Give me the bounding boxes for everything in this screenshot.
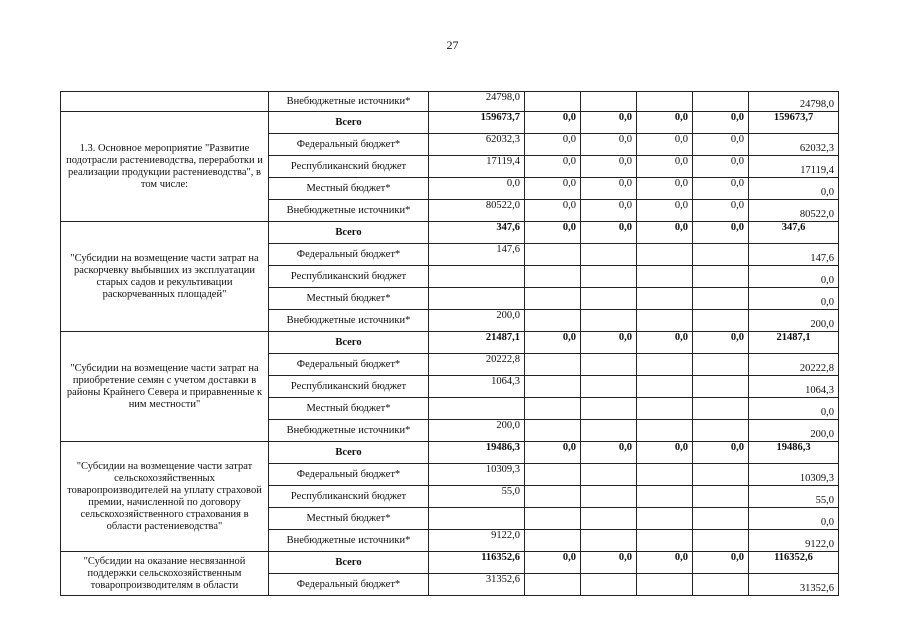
year-3-cell: 0,0 <box>637 134 693 156</box>
funding-source-cell: Всего <box>269 332 429 354</box>
sum-cell: 24798,0 <box>749 92 839 112</box>
funding-source-cell: Внебюджетные источники* <box>269 200 429 222</box>
sum-cell: 9122,0 <box>749 530 839 552</box>
total-cell: 10309,3 <box>429 464 525 486</box>
year-1-cell <box>525 398 581 420</box>
year-3-cell: 0,0 <box>637 552 693 574</box>
sum-cell: 0,0 <box>749 266 839 288</box>
sum-cell: 55,0 <box>749 486 839 508</box>
year-3-cell <box>637 310 693 332</box>
sum-cell: 0,0 <box>749 288 839 310</box>
year-1-cell <box>525 508 581 530</box>
measure-description: "Субсидии на возмещение части затрат на раскорчевку выбывших из эксплуатации старых садов и рекультивации раскорчеванных площадей" <box>61 222 269 332</box>
measure-description: "Субсидии на возмещение части затрат сельскохозяйственных товаропроизводителей на уплату страховой премии, начисленной по договору сельскохозяйственного страхования в области растениеводства" <box>61 442 269 552</box>
sum-cell: 1064,3 <box>749 376 839 398</box>
year-2-cell: 0,0 <box>581 552 637 574</box>
total-cell: 200,0 <box>429 420 525 442</box>
year-2-cell <box>581 376 637 398</box>
sum-cell: 17119,4 <box>749 156 839 178</box>
total-cell: 9122,0 <box>429 530 525 552</box>
year-4-cell <box>693 420 749 442</box>
year-4-cell <box>693 354 749 376</box>
sum-cell: 347,6 <box>749 222 839 244</box>
funding-source-cell: Местный бюджет* <box>269 178 429 200</box>
year-2-cell <box>581 288 637 310</box>
year-2-cell <box>581 420 637 442</box>
sum-cell: 21487,1 <box>749 332 839 354</box>
year-1-cell <box>525 376 581 398</box>
total-cell: 55,0 <box>429 486 525 508</box>
total-cell: 159673,7 <box>429 112 525 134</box>
year-1-cell: 0,0 <box>525 134 581 156</box>
funding-source-cell: Всего <box>269 222 429 244</box>
funding-source-cell: Внебюджетные источники* <box>269 420 429 442</box>
year-4-cell <box>693 530 749 552</box>
year-1-cell <box>525 530 581 552</box>
year-4-cell <box>693 244 749 266</box>
total-cell: 147,6 <box>429 244 525 266</box>
table-row <box>61 442 839 464</box>
year-4-cell: 0,0 <box>693 442 749 464</box>
year-1-cell <box>525 92 581 112</box>
year-3-cell <box>637 92 693 112</box>
funding-source-cell: Местный бюджет* <box>269 398 429 420</box>
year-4-cell <box>693 398 749 420</box>
funding-source-cell: Федеральный бюджет* <box>269 464 429 486</box>
year-4-cell <box>693 508 749 530</box>
total-cell: 116352,6 <box>429 552 525 574</box>
funding-source-cell: Внебюджетные источники* <box>269 310 429 332</box>
sum-cell: 0,0 <box>749 398 839 420</box>
year-2-cell: 0,0 <box>581 332 637 354</box>
year-4-cell <box>693 266 749 288</box>
year-4-cell <box>693 376 749 398</box>
year-2-cell: 0,0 <box>581 134 637 156</box>
year-1-cell <box>525 288 581 310</box>
year-4-cell: 0,0 <box>693 134 749 156</box>
year-3-cell <box>637 376 693 398</box>
funding-source-cell: Местный бюджет* <box>269 508 429 530</box>
funding-source-cell: Всего <box>269 552 429 574</box>
year-4-cell: 0,0 <box>693 112 749 134</box>
sum-cell: 0,0 <box>749 508 839 530</box>
funding-source-cell: Местный бюджет* <box>269 288 429 310</box>
table-row <box>61 112 839 134</box>
year-4-cell: 0,0 <box>693 552 749 574</box>
page-number: 27 <box>446 38 459 52</box>
total-cell: 200,0 <box>429 310 525 332</box>
year-4-cell: 0,0 <box>693 156 749 178</box>
sum-cell: 159673,7 <box>749 112 839 134</box>
year-1-cell: 0,0 <box>525 222 581 244</box>
total-cell: 80522,0 <box>429 200 525 222</box>
year-1-cell: 0,0 <box>525 332 581 354</box>
year-2-cell: 0,0 <box>581 112 637 134</box>
year-2-cell: 0,0 <box>581 156 637 178</box>
year-1-cell <box>525 244 581 266</box>
year-3-cell <box>637 266 693 288</box>
year-3-cell <box>637 420 693 442</box>
year-3-cell <box>637 530 693 552</box>
year-4-cell: 0,0 <box>693 222 749 244</box>
year-3-cell: 0,0 <box>637 332 693 354</box>
year-2-cell: 0,0 <box>581 222 637 244</box>
year-1-cell: 0,0 <box>525 156 581 178</box>
year-3-cell: 0,0 <box>637 222 693 244</box>
budget-table <box>60 91 839 596</box>
year-3-cell <box>637 464 693 486</box>
total-cell: 17119,4 <box>429 156 525 178</box>
year-1-cell <box>525 486 581 508</box>
sum-cell: 20222,8 <box>749 354 839 376</box>
year-4-cell <box>693 574 749 596</box>
measure-description: 1.3. Основное мероприятие "Развитие подотрасли растениеводства, переработки и реализации продукции растениеводства", в том числе: <box>61 112 269 222</box>
year-3-cell: 0,0 <box>637 178 693 200</box>
funding-source-cell: Республиканский бюджет <box>269 376 429 398</box>
year-3-cell <box>637 288 693 310</box>
total-cell: 19486,3 <box>429 442 525 464</box>
measure-description: "Субсидии на возмещение части затрат на приобретение семян с учетом доставки в районы Крайнего Севера и приравненные к ним местности" <box>61 332 269 442</box>
sum-cell: 200,0 <box>749 310 839 332</box>
year-1-cell: 0,0 <box>525 178 581 200</box>
table-row <box>61 92 839 112</box>
total-cell: 21487,1 <box>429 332 525 354</box>
total-cell: 20222,8 <box>429 354 525 376</box>
year-2-cell <box>581 354 637 376</box>
funding-source-cell: Внебюджетные источники* <box>269 92 429 112</box>
funding-source-cell: Республиканский бюджет <box>269 156 429 178</box>
sum-cell: 31352,6 <box>749 574 839 596</box>
year-2-cell <box>581 310 637 332</box>
table-row <box>61 332 839 354</box>
year-3-cell <box>637 398 693 420</box>
total-cell: 0,0 <box>429 178 525 200</box>
year-1-cell <box>525 574 581 596</box>
measure-description: "Субсидии на оказание несвязанной поддержки сельскохозяйственным товаропроизводителям в области <box>61 552 269 596</box>
total-cell <box>429 266 525 288</box>
year-1-cell <box>525 310 581 332</box>
sum-cell: 116352,6 <box>749 552 839 574</box>
total-cell: 1064,3 <box>429 376 525 398</box>
measure-description <box>61 92 269 112</box>
year-4-cell: 0,0 <box>693 332 749 354</box>
year-4-cell <box>693 288 749 310</box>
year-3-cell: 0,0 <box>637 156 693 178</box>
table-row <box>61 552 839 574</box>
year-2-cell <box>581 486 637 508</box>
total-cell: 31352,6 <box>429 574 525 596</box>
year-2-cell <box>581 464 637 486</box>
year-2-cell <box>581 92 637 112</box>
year-1-cell: 0,0 <box>525 200 581 222</box>
year-4-cell: 0,0 <box>693 200 749 222</box>
year-1-cell: 0,0 <box>525 112 581 134</box>
year-2-cell <box>581 508 637 530</box>
year-3-cell: 0,0 <box>637 112 693 134</box>
year-1-cell: 0,0 <box>525 552 581 574</box>
sum-cell: 147,6 <box>749 244 839 266</box>
total-cell: 62032,3 <box>429 134 525 156</box>
year-4-cell <box>693 310 749 332</box>
total-cell <box>429 508 525 530</box>
year-3-cell <box>637 244 693 266</box>
funding-source-cell: Федеральный бюджет* <box>269 574 429 596</box>
funding-source-cell: Всего <box>269 442 429 464</box>
year-2-cell <box>581 530 637 552</box>
funding-source-cell: Федеральный бюджет* <box>269 134 429 156</box>
sum-cell: 19486,3 <box>749 442 839 464</box>
year-3-cell: 0,0 <box>637 442 693 464</box>
sum-cell: 62032,3 <box>749 134 839 156</box>
table-row <box>61 222 839 244</box>
year-2-cell: 0,0 <box>581 178 637 200</box>
year-3-cell <box>637 486 693 508</box>
year-3-cell <box>637 574 693 596</box>
total-cell: 347,6 <box>429 222 525 244</box>
year-3-cell <box>637 508 693 530</box>
year-2-cell: 0,0 <box>581 200 637 222</box>
sum-cell: 200,0 <box>749 420 839 442</box>
funding-source-cell: Федеральный бюджет* <box>269 244 429 266</box>
year-4-cell <box>693 486 749 508</box>
year-4-cell: 0,0 <box>693 178 749 200</box>
year-2-cell <box>581 266 637 288</box>
sum-cell: 0,0 <box>749 178 839 200</box>
year-1-cell <box>525 420 581 442</box>
year-2-cell <box>581 574 637 596</box>
funding-source-cell: Федеральный бюджет* <box>269 354 429 376</box>
year-1-cell <box>525 266 581 288</box>
funding-source-cell: Республиканский бюджет <box>269 266 429 288</box>
total-cell <box>429 398 525 420</box>
total-cell: 24798,0 <box>429 92 525 112</box>
year-1-cell <box>525 354 581 376</box>
year-3-cell: 0,0 <box>637 200 693 222</box>
year-4-cell <box>693 92 749 112</box>
year-2-cell: 0,0 <box>581 442 637 464</box>
funding-source-cell: Внебюджетные источники* <box>269 530 429 552</box>
year-3-cell <box>637 354 693 376</box>
year-1-cell <box>525 464 581 486</box>
sum-cell: 10309,3 <box>749 464 839 486</box>
total-cell <box>429 288 525 310</box>
funding-source-cell: Республиканский бюджет <box>269 486 429 508</box>
year-1-cell: 0,0 <box>525 442 581 464</box>
funding-source-cell: Всего <box>269 112 429 134</box>
year-2-cell <box>581 244 637 266</box>
year-4-cell <box>693 464 749 486</box>
sum-cell: 80522,0 <box>749 200 839 222</box>
year-2-cell <box>581 398 637 420</box>
